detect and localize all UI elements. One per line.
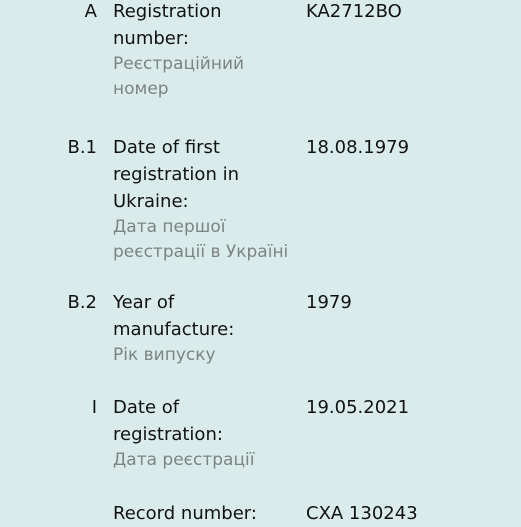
record-row-registration-date <box>0 394 521 473</box>
record-code: B.1 <box>67 137 97 158</box>
record-label-ua: Дата реєстрації <box>113 450 255 470</box>
record-value: 18.08.1979 <box>306 137 410 158</box>
record-labels <box>113 394 293 473</box>
record-labels <box>113 0 293 102</box>
record-value: CXA 130243 <box>306 503 418 524</box>
record-row-year-of-manufacture <box>0 289 521 368</box>
record-label-ua: Рік випуску <box>113 345 216 365</box>
record-code: A <box>84 1 97 22</box>
record-value: KA2712BO <box>306 1 402 22</box>
record-label-en: Registration number: <box>113 1 222 49</box>
record-code: I <box>91 397 97 418</box>
record-code: B.2 <box>67 292 97 313</box>
record-label-ua: Дата першої реєстрації в Україні <box>113 217 289 262</box>
record-row-first-registration-date <box>0 134 521 265</box>
record-label-en: Date of first registration in Ukraine: <box>113 137 239 212</box>
record-labels <box>113 289 293 368</box>
record-label-en: Record number: <box>113 503 257 524</box>
record-row-record-number <box>0 500 521 527</box>
record-labels <box>113 500 293 527</box>
record-value: 1979 <box>306 292 352 313</box>
record-label-en: Year of manufacture: <box>113 292 235 340</box>
record-value: 19.05.2021 <box>306 397 410 418</box>
record-row-registration-number <box>0 0 521 102</box>
record-label-en: Date of registration: <box>113 397 223 445</box>
record-label-ua: Реєстраційний номер <box>113 54 245 99</box>
record-labels <box>113 134 293 265</box>
